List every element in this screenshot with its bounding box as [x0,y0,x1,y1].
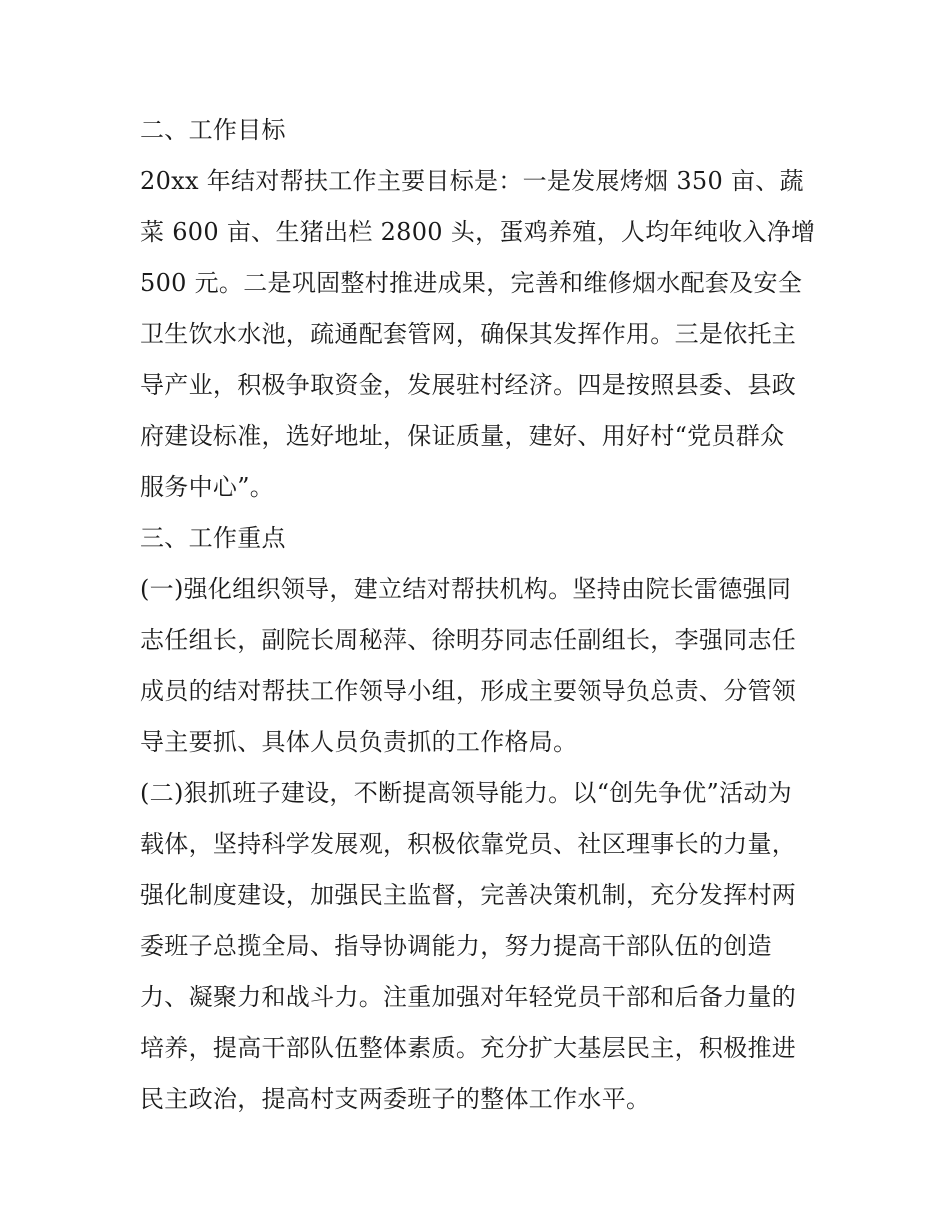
paragraph-line: 卫生饮水水池，疏通配套管网，确保其发挥作用。三是依托主 [140,320,797,348]
paragraph-line: 志任组长，副院长周秘萍、徐明芬同志任副组长，李强同志任 [140,626,797,654]
paragraph-line: 载体，坚持科学发展观，积极依靠党员、社区理事长的力量， [140,830,797,858]
paragraph-line: 服务中心”。 [140,473,275,501]
paragraph-line: 菜 600 亩、生猪出栏 2800 头，蛋鸡养殖，人均年纯收入净增 [140,218,816,246]
paragraph-line: 委班子总揽全局、指导协调能力，努力提高干部队伍的创造 [140,932,772,960]
paragraph-line: (一)强化组织领导，建立结对帮扶机构。坚持由院长雷德强同 [140,575,792,603]
paragraph-line: 500 元。二是巩固整村推进成果，完善和维修烟水配套及安全 [140,269,803,297]
paragraph-line: 成员的结对帮扶工作领导小组，形成主要领导负总责、分管领 [140,677,797,705]
paragraph-line: (二)狠抓班子建设，不断提高领导能力。以“创先争优”活动为 [140,779,792,807]
paragraph-line: 导主要抓、具体人员负责抓的工作格局。 [140,728,578,756]
section-heading-focus: 三、工作重点 [140,524,286,552]
paragraph-line: 强化制度建设，加强民主监督，完善决策机制，充分发挥村两 [140,881,797,909]
section-heading-goals: 二、工作目标 [140,116,286,144]
paragraph-line: 力、凝聚力和战斗力。注重加强对年轻党员干部和后备力量的 [140,983,797,1011]
paragraph-line: 培养，提高干部队伍整体素质。充分扩大基层民主，积极推进 [140,1034,797,1062]
paragraph-line: 民主政治，提高村支两委班子的整体工作水平。 [140,1085,651,1113]
paragraph-line: 20xx 年结对帮扶工作主要目标是：一是发展烤烟 350 亩、蔬 [140,167,804,195]
paragraph-line: 导产业，积极争取资金，发展驻村经济。四是按照县委、县政 [140,371,797,399]
paragraph-line: 府建设标准，选好地址，保证质量，建好、用好村“党员群众 [140,422,785,450]
